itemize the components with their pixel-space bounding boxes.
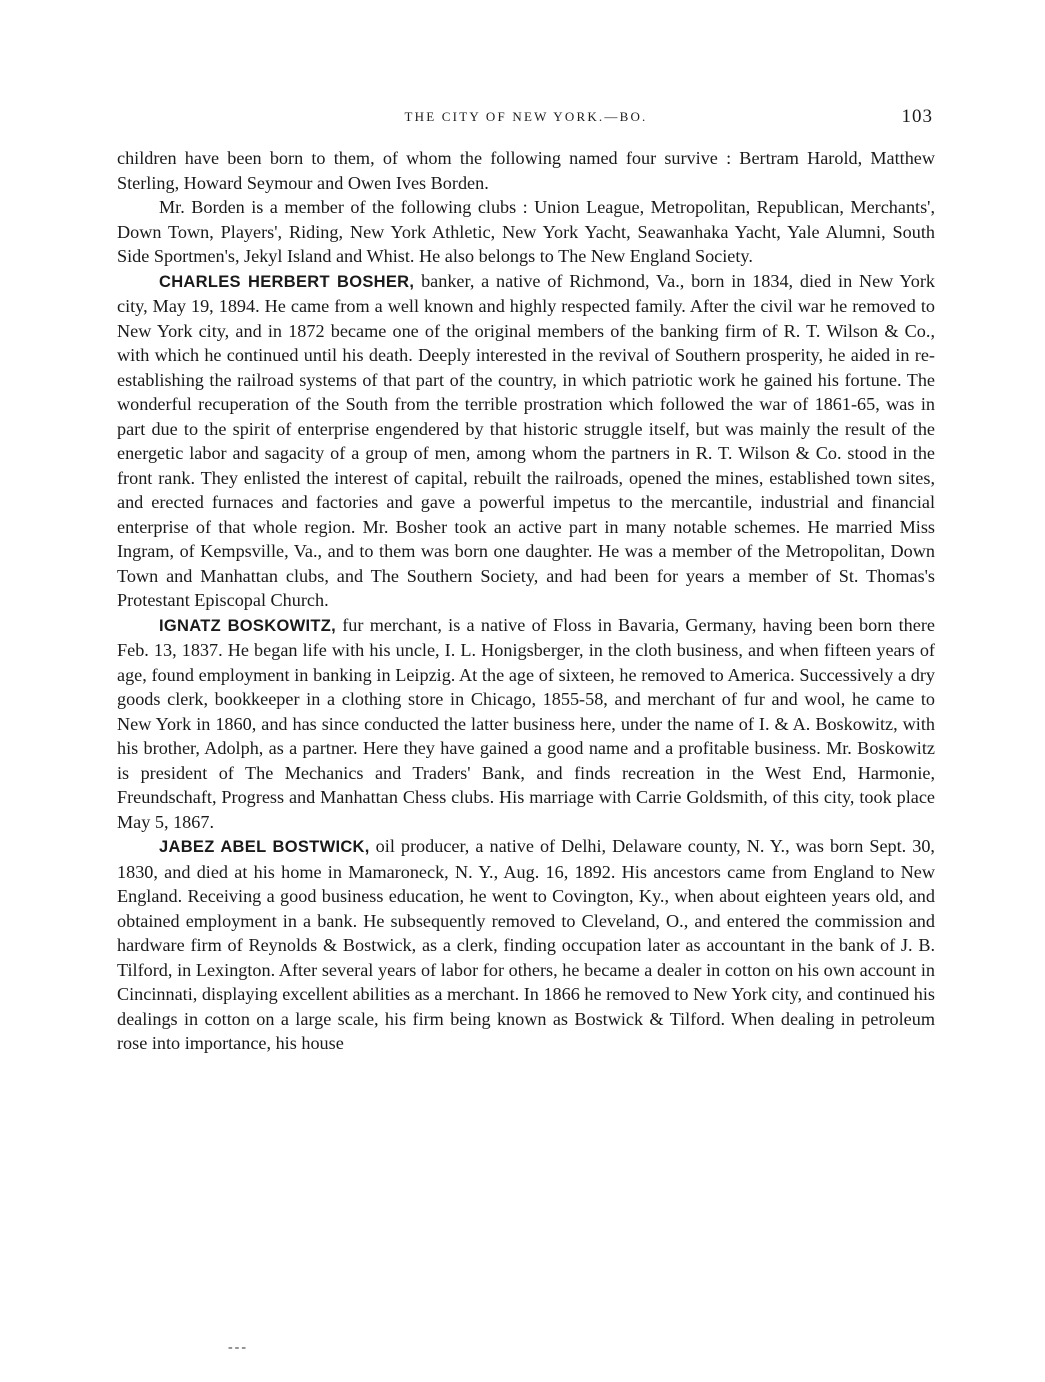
footer-mark: --- <box>228 1340 248 1355</box>
running-title: THE CITY OF NEW YORK.—BO. <box>404 109 648 124</box>
entry-text: fur merchant, is a native of Floss in Bavaria, Germany, having been born there Feb. 13, 1837. He began life with his uncle, I. L. Honigsberger, in the cloth business, and when fifteen years of age, found employment in banking in Leipzig. At the age of sixteen, he removed to America. Successively a dry goods clerk, bookkeeper in a clothing store in Chicago, 1855-58, and merchant of fur and wool, he came to New York in 1860, and has since conducted the latter business here, under the name of I. & A. Boskowitz, with his brother, Adolph, as a partner. Here they have gained a good name and a profitable business. Mr. Boskowitz is president of The Mechanics and Traders' Bank, and finds recreation in the West End, Harmonie, Freundschaft, Progress and Manhattan Chess clubs. His marriage with Carrie Goldsmith, of this city, took place May 5, 1867. <box>117 614 935 832</box>
paragraph-borden-clubs <box>117 195 935 269</box>
paragraph-text: Mr. Borden is a member of the following clubs : Union League, Metropolitan, Republican, Merchants', Down Town, Players', Riding, New York Athletic, New York Yacht, Seawanhaka Yacht, Yale Alumni, South Side Sportmen's, Jekyl Island and Whist. He also belongs to The New England Society. <box>117 197 935 266</box>
entry-name: JABEZ ABEL BOSTWICK, <box>159 838 370 856</box>
paragraph-text: children have been born to them, of whom the following named four survive : Bertram Harold, Matthew Sterling, Howard Seymour and Owen Ives Borden. <box>117 148 935 193</box>
entry-boskowitz <box>117 613 935 835</box>
page-number: 103 <box>901 106 933 127</box>
entry-name: CHARLES HERBERT BOSHER, <box>159 272 415 291</box>
running-header <box>117 106 935 128</box>
entry-text: banker, a native of Richmond, Va., born in 1834, died in New York city, May 19, 1894. He came from a well known and highly respected family. After the civil war he removed to New York city, and in 1872 became one of the original members of the banking firm of R. T. Wilson & Co., with which he continued until his death. Deeply interested in the revival of Southern prosperity, he aided in re-establishing the railroad systems of that part of the country, in which patriotic work he gained his fortune. The wonderful recuperation of the South from the terrible prostration which followed the war of 1861-65, was in part due to the spirit of enterprise engendered by that historic struggle itself, but was mainly the result of the energetic labor and sagacity of a group of men, among whom the partners in R. T. Wilson & Co. stood in the front rank. They enlisted the interest of capital, rebuilt the railroads, opened the mines, established town sites, and erected furnaces and factories and gave a powerful impetus to the mercantile, industrial and financial enterprise of that whole region. Mr. Bosher took an active part in many notable schemes. He married Miss Ingram, of Kempsville, Va., and to them was born one daughter. He was a member of the Metropolitan, Down Town and Manhattan clubs, and The Southern Society, and had been for years a member of St. Thomas's Protestant Episcopal Church. <box>117 270 935 610</box>
paragraph-borden-children <box>117 146 935 195</box>
entry-bosher <box>117 269 935 613</box>
entry-bostwick <box>117 834 935 1056</box>
entry-name: IGNATZ BOSKOWITZ, <box>159 616 336 635</box>
body-text <box>117 146 935 1056</box>
entry-text: oil producer, a native of Delhi, Delaware county, N. Y., was born Sept. 30, 1830, and died at his home in Mamaroneck, N. Y., Aug. 16, 1892. His ancestors came from England to New England. Receiving a good business education, he went to Covington, Ky., when about eighteen years old, and obtained employment in a bank. He subsequently removed to Cleveland, O., and entered the commission and hardware firm of Reynolds & Bostwick, as a clerk, finding occupation later as accountant in the bank of J. B. Tilford, in Lexington. After several years of labor for others, he became a dealer in cotton on his own account in Cincinnati, displaying excellent abilities as a merchant. In 1866 he removed to New York city, and continued his dealings in cotton on a large scale, his firm being known as Bostwick & Tilford. When dealing in petroleum rose into importance, his house <box>117 836 935 1053</box>
